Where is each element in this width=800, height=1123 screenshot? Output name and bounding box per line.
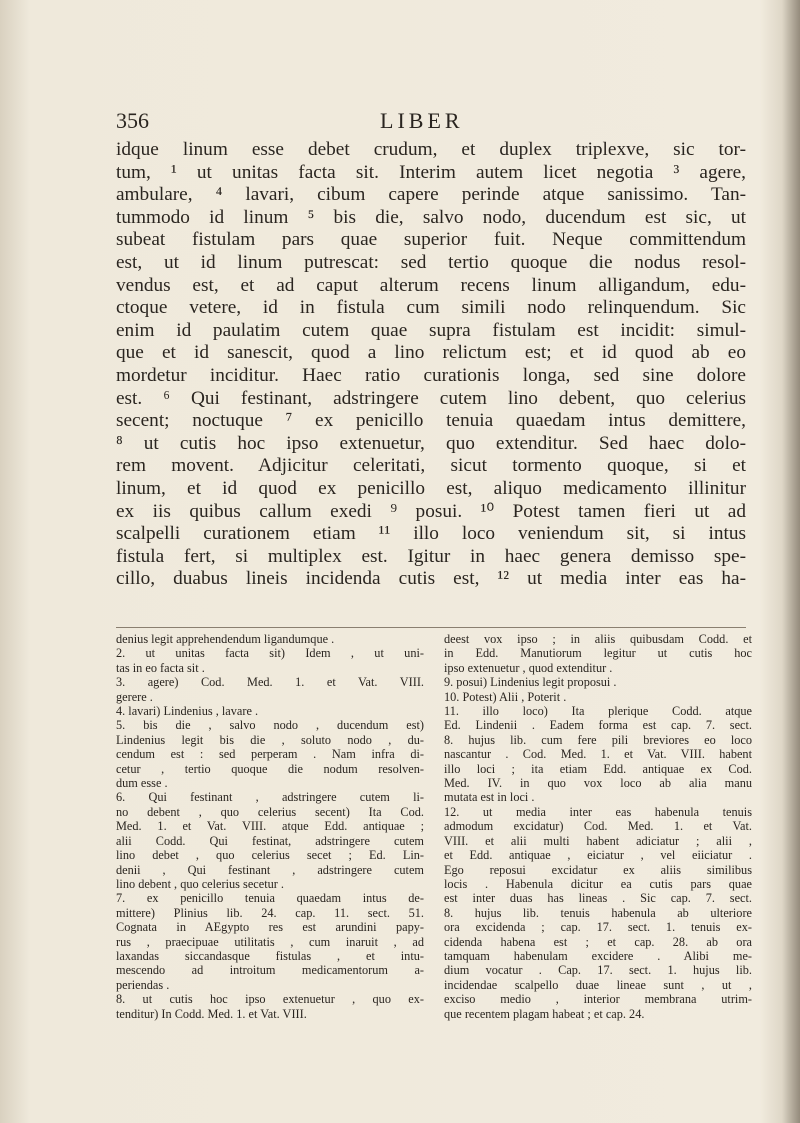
text-line: 5. bis die , salvo nodo , ducendum est): [116, 718, 424, 733]
text-line: denius legit apprehendendum ligandumque .: [116, 632, 335, 646]
text-line: 12. ut media inter eas habenula tenuis: [444, 804, 752, 819]
text-line: 7. ex penicillo tenuia quaedam intus de-: [116, 891, 424, 906]
text-line: mordetur inciditur. Haec ratio curationis longa, sed sine dolore: [116, 364, 746, 386]
text-line: admodum excidatur) Cod. Med. 1. et Vat.: [444, 819, 752, 834]
text-line: exciso medio , interior membrana utrim-: [444, 992, 752, 1007]
text-line: tummodo id linum ⁵ bis die, salvo nodo, ducendum est sic, ut: [116, 206, 746, 228]
page-number: 356: [116, 108, 149, 133]
text-line: lino debent , quo celerius secetur .: [116, 876, 285, 891]
text-line: ⁸ ut cutis hoc ipso extenuetur, quo extenditur. Sed haec dolo-: [116, 432, 746, 454]
text-line: enim id paulatim cutem quae supra fistulam est incidit: simul-: [116, 319, 746, 341]
text-line: linum, et id quod ex penicillo est, aliquo medicamento illinitur: [116, 477, 746, 499]
text-line: ora excidenda ; cap. 17. sect. 1. tenuis ex-: [444, 920, 752, 935]
text-line: Ego reposui excidatur ex aliis similibus: [444, 862, 752, 877]
page-header: [116, 108, 744, 138]
footnotes-left-column: [116, 632, 424, 1021]
text-line: rem movent. Adjicitur celeritati, sicut tormento quoque, si et: [116, 455, 746, 477]
text-line: que et id sanescit, quod a lino relictum est; et id quod ab eo: [116, 342, 746, 364]
text-line: periendas .: [116, 977, 170, 992]
text-line: 8. ut cutis hoc ipso extenuetur , quo ex-: [116, 992, 424, 1007]
text-line: subeat fistulam pars quae superior fuit. Neque committendum: [116, 229, 746, 251]
text-line: fistula fert, si multiplex est. Igitur in haec genera demisso spe-: [116, 545, 746, 567]
text-line: tamquam habenulam excidere . Alibi me-: [444, 948, 752, 963]
text-line: que recentem plagam habeat ; et cap. 24.: [444, 1006, 645, 1021]
text-line: incidendae scalpello duae lineae sunt , ut ,: [444, 977, 752, 992]
text-line: tenditur) In Codd. Med. 1. et Vat. VIII.: [116, 1006, 307, 1021]
text-line: ctoque vetere, id in fistula cum simili nodo relinquendum. Sic: [116, 297, 746, 319]
text-line: tas in eo facta sit .: [116, 660, 205, 675]
page-edge-shadow: [782, 0, 800, 1123]
text-line: Ed. Lindenii . Eadem forma est cap. 7. sect.: [444, 718, 752, 733]
text-line: vendus est, et ad caput alterum recens linum alligandum, edu-: [116, 274, 746, 296]
text-line: alii Codd. Qui festinat, adstringere cutem: [116, 833, 424, 848]
text-line: est, ut id linum putrescat: sed tertio quoque die nodus resol-: [116, 251, 746, 273]
text-line: deest vox ipso ; in aliis quibusdam Codd. et: [444, 632, 752, 646]
text-line: cendum est : sed perperam . Nam infra di-: [116, 747, 424, 762]
text-line: lino debet , quo celerius secet ; Ed. Lin-: [116, 848, 424, 863]
text-line: tum, ¹ ut unitas facta sit. Interim autem licet negotia ³ agere,: [116, 161, 746, 183]
running-head: LIBER: [380, 108, 464, 133]
text-line: ex iis quibus callum exedi ⁹ posui. ¹⁰ Potest tamen fieri ut ad: [116, 500, 746, 522]
text-line: 10. Potest) Alii , Poterit .: [444, 689, 567, 704]
text-line: est. ⁶ Qui festinant, adstringere cutem lino debent, quo celerius: [116, 387, 746, 409]
text-line: ipso extenuetur , quod extenditur .: [444, 660, 613, 675]
text-line: cetur , tertio quoque die nodum resolven-: [116, 761, 424, 776]
text-line: Med. 1. et Vat. VIII. atque Edd. antiquae ;: [116, 819, 424, 834]
text-line: idque linum esse debet crudum, et duplex triplexve, sic tor-: [116, 139, 746, 160]
text-line: VIII. et alii multi habent adiciatur ; alii ,: [444, 833, 752, 848]
text-line: dum esse .: [116, 776, 168, 791]
text-line: cidenda habena est ; et cap. 28. ab ora: [444, 934, 752, 949]
text-line: 6. Qui festinant , adstringere cutem li-: [116, 790, 424, 805]
text-line: denii , Qui festinant , adstringere cutem: [116, 862, 424, 877]
text-line: mittere) Plinius lib. 24. cap. 11. sect. 51.: [116, 905, 424, 920]
text-line: Lindenius legit bis die , soluto nodo , du-: [116, 732, 424, 747]
text-line: 11. illo loco) Ita plerique Codd. atque: [444, 704, 752, 719]
text-line: cillo, duabus lineis incidenda cutis est, ¹² ut media inter eas ha-: [116, 568, 746, 590]
text-line: 2. ut unitas facta sit) Idem , ut uni-: [116, 646, 424, 661]
main-text-block: [116, 139, 746, 591]
text-line: ambulare, ⁴ lavari, cibum capere perinde atque sanissimo. Tan-: [116, 184, 746, 206]
text-line: 4. lavari) Lindenius , lavare .: [116, 704, 259, 719]
text-line: 3. agere) Cod. Med. 1. et Vat. VIII.: [116, 675, 424, 690]
text-line: 8. hujus lib. tenuis habenula ab ulteriore: [444, 905, 752, 920]
text-line: locis . Habenula dicitur ea cutis pars quae: [444, 876, 752, 891]
text-line: rus , praecipuae utilitatis , cum inaruit , ad: [116, 934, 424, 949]
text-line: est inter duas has lineas . Sic cap. 7. sect.: [444, 891, 752, 906]
text-line: mutata est in loci .: [444, 790, 535, 805]
footnotes-right-column: [444, 632, 752, 1021]
text-line: in Edd. Manutiorum legitur ut cutis hoc: [444, 646, 752, 661]
text-line: scalpelli curationem etiam ¹¹ illo loco veniendum sit, si intus: [116, 523, 746, 545]
text-line: nascantur . Cod. Med. 1. et Vat. VIII. habent: [444, 747, 752, 762]
text-line: illo loci ; ita etiam Edd. antiquae ex Cod.: [444, 761, 752, 776]
text-line: mescendo ad introitum medicamentorum a-: [116, 963, 424, 978]
text-line: Med. IV. in quo vox loco ab alia manu: [444, 776, 752, 791]
text-line: gerere .: [116, 689, 153, 704]
text-line: no debent , quo celerius secent) Ita Cod.: [116, 804, 424, 819]
text-line: laxandas siccandasque fistulas , et intu-: [116, 948, 424, 963]
text-line: secent; noctuque ⁷ ex penicillo tenuia quaedam intus demittere,: [116, 410, 746, 432]
text-line: 9. posui) Lindenius legit proposui .: [444, 675, 617, 690]
text-line: et Edd. antiquae , eiciatur , vel eiiciatur .: [444, 848, 752, 863]
text-line: Cognata in AEgypto res est arundini papy-: [116, 920, 424, 935]
text-line: dium vocatur . Cap. 17. sect. 1. hujus lib.: [444, 963, 752, 978]
text-line: 8. hujus lib. cum fere pili breviores eo loco: [444, 732, 752, 747]
footnote-divider: [116, 627, 746, 628]
